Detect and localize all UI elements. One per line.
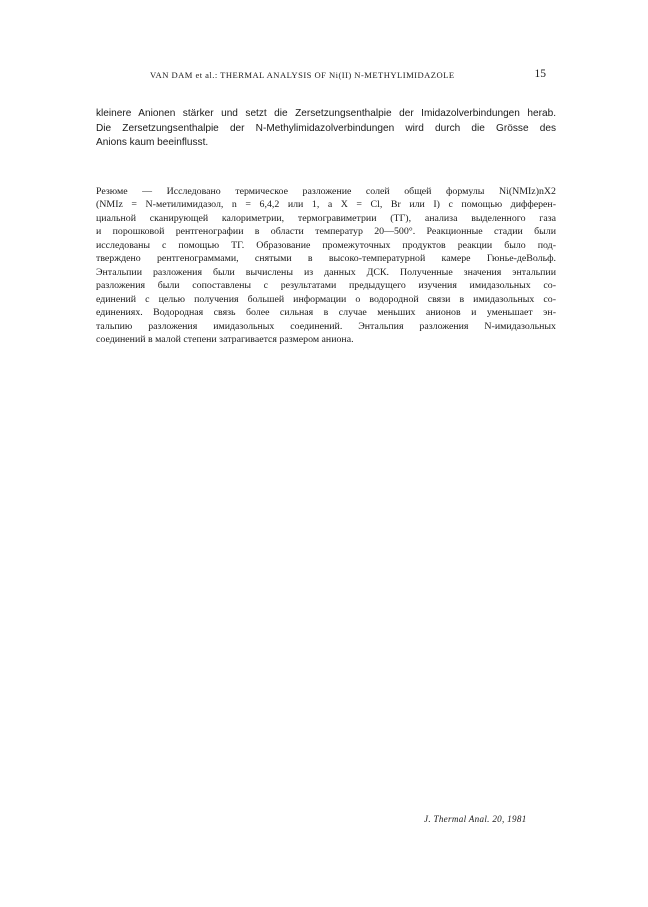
russian-summary-line: и порошковой рентгенографии в области температур 20—500°. Реакционные стадии были xyxy=(96,226,556,238)
russian-summary-line: исследованы с помощью ТГ. Образование промежуточных продуктов реакции было под- xyxy=(96,239,556,251)
german-summary-line: Anions kaum beeinflusst. xyxy=(96,137,209,148)
russian-summary-line: циальной сканирующей калориметрии, термогравиметрии (ТГ), анализа выделенного газа xyxy=(96,212,556,224)
russian-summary-line: (NMIz = N-метилимидазол, n = 6,4,2 или 1, а X = Cl, Br или I) с помощью дифферен- xyxy=(96,199,556,211)
russian-summary xyxy=(96,185,556,346)
running-head xyxy=(96,70,556,86)
russian-summary-line: единений с целью получения большей информации о водородной связи в имидазольных со- xyxy=(96,293,556,305)
journal-citation: J. Thermal Anal. 20, 1981 xyxy=(424,814,527,824)
german-summary-line: Die Zersetzungsenthalpie der N-Methylimidazolverbindungen wird durch die Grösse des xyxy=(96,122,556,134)
russian-summary-line: тальпию разложения имидазольных соединений. Энтальпия разложения N-имидазольных xyxy=(96,320,556,332)
running-title: VAN DAM et al.: THERMAL ANALYSIS OF Ni(II) N-METHYLIMIDAZOLE xyxy=(150,70,455,80)
russian-summary-line: Энтальпии разложения были вычислены из данных ДСК. Полученные значения энтальпии xyxy=(96,266,556,278)
russian-summary-line: тверждено рентгенограммами, снятыми в высоко-температурной камере Гюнье-деВольф. xyxy=(96,253,556,265)
russian-summary-line: разложения были сопоставлены с результатами предыдущего изучения имидазольных со- xyxy=(96,280,556,292)
russian-summary-line: соединений в малой степени затрагивается размером аниона. xyxy=(96,333,354,345)
german-summary xyxy=(96,107,556,151)
german-summary-line: kleinere Anionen stärker und setzt die Zersetzungsenthalpie der Imidazolverbindungen herab. xyxy=(96,108,556,119)
russian-summary-line: единениях. Водородная связь более сильная в случае меньших анионов и уменьшает эн- xyxy=(96,307,556,319)
russian-summary-line: Резюме — Исследовано термическое разложение солей общей формулы Ni(NMIz)nX2 xyxy=(96,186,556,197)
page-number: 15 xyxy=(534,68,546,80)
